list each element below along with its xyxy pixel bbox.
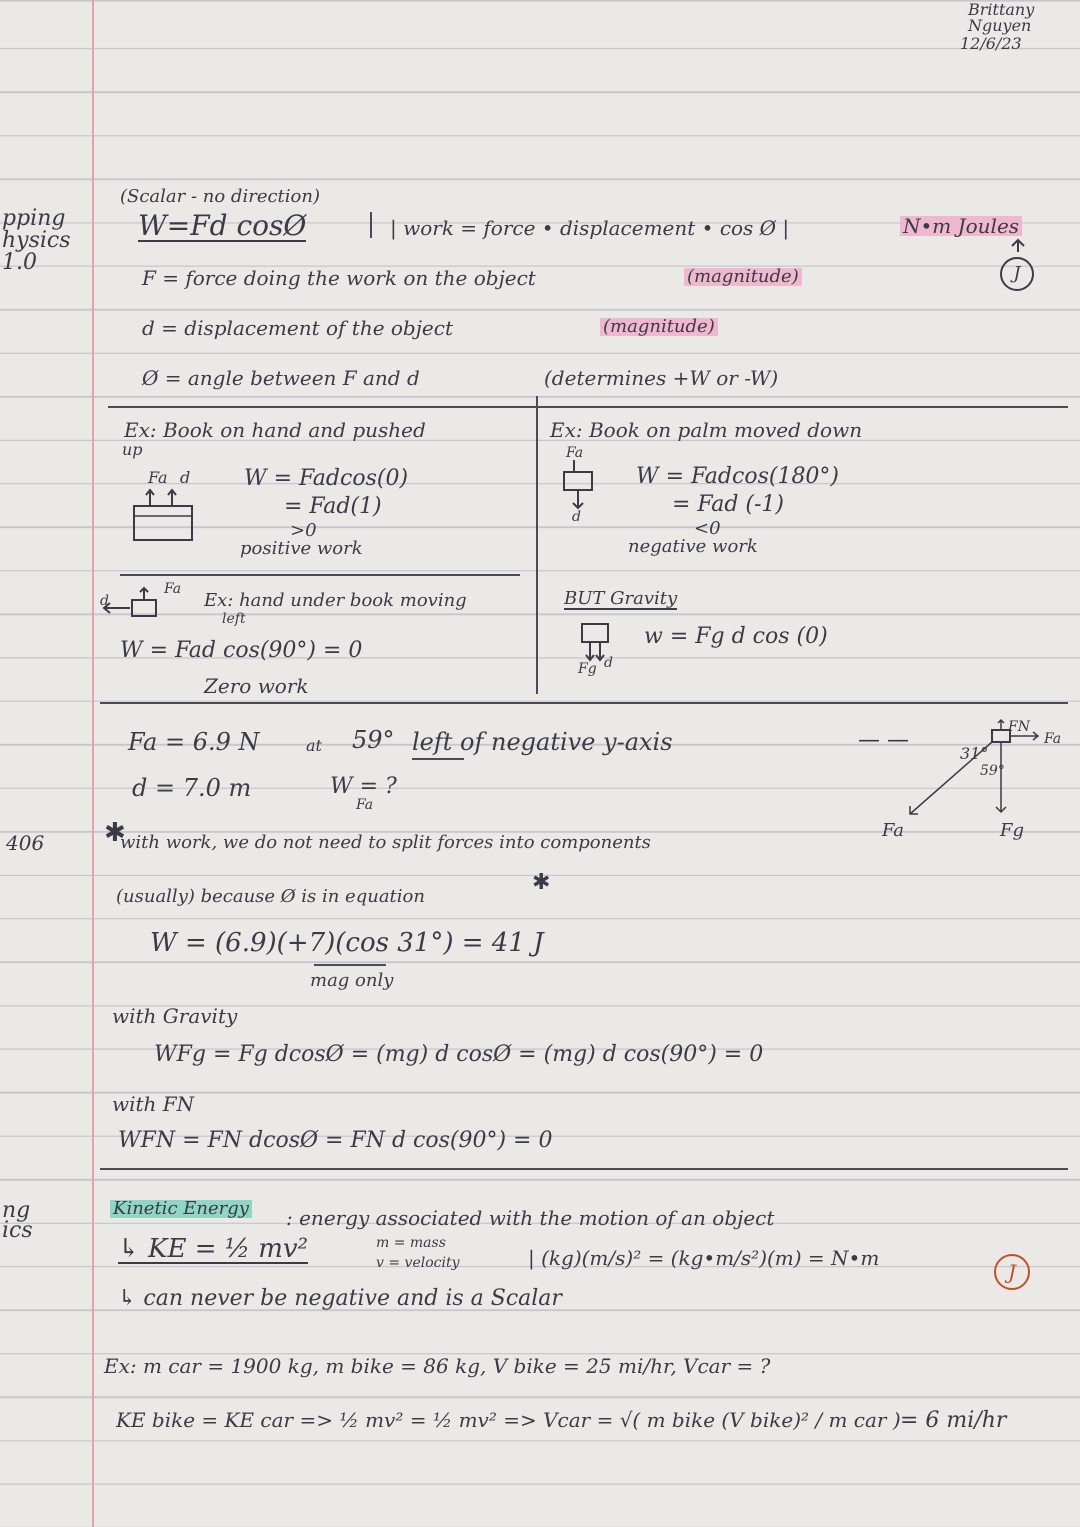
diagram-label-fa-top: Fa [1044,731,1062,747]
def-force: F = force doing the work on the object [142,266,536,290]
unknown-w-sub: Fa [356,797,374,813]
ex1-line-1: W = Fadcos(0) [244,466,409,491]
given-angle: 59° [352,726,395,754]
calc-note: mag only [310,970,394,991]
ke-term: Kinetic Energy [110,1200,252,1218]
author-surname: Nguyen [968,16,1032,35]
ex3-title-2: left [222,611,246,627]
ke-units: | (kg)(m/s)² = (kg•m/s²)(m) = N•m [528,1246,880,1270]
ke-var-velocity: v = velocity [376,1255,460,1271]
margin-line [92,0,94,1527]
def-angle-note: (determines +W or -W) [544,366,779,390]
ex1-title: Ex: Book on hand and pushed [124,418,426,442]
note-because: (usually) because Ø is in equation [116,886,425,907]
dashes: — — [858,728,909,753]
margin-topic-3: 1.0 [2,250,37,275]
given-d: d = 7.0 m [132,774,252,802]
ex4-line-1: w = Fg d cos (0) [644,624,828,649]
scalar-note: (Scalar - no direction) [120,186,320,207]
ex1-title-2: up [122,440,143,459]
ex4-fig-label-d: d [604,655,613,671]
calc-underline [314,964,386,966]
ex1-result: positive work [240,538,363,559]
normal-eq: WFN = FN dcosØ = FN d cos(90°) = 0 [118,1128,553,1153]
ke-var-mass: m = mass [376,1235,446,1251]
section-divider-3 [100,1168,1068,1170]
section-divider [108,406,1068,408]
work-formula-words: | work = force • displacement • cos Ø | [390,216,790,240]
asterisk-icon: ✱ [104,818,126,848]
note-components: with work, we do not need to split forces into components [120,832,651,853]
work-units: N•m Joules [900,216,1022,236]
diagram-label-fa: Fa [882,820,904,841]
calc-work: W = (6.9)(+7)(cos 31°) = 41 J [150,928,544,958]
gravity-eq: WFg = Fg dcosØ = (mg) d cosØ = (mg) d cos(90°) = 0 [154,1042,764,1067]
ex2-title: Ex: Book on palm moved down [550,418,863,442]
ex3-title: Ex: hand under book moving [204,590,467,611]
example-divider-horizontal [120,574,520,576]
diagram-label-fn: FN [1008,719,1030,735]
given-fa: Fa = 6.9 N [128,728,260,756]
diagram-label-31: 31° [960,744,989,763]
margin-topic-2: hysics [2,228,71,253]
underline [412,758,464,760]
margin-topic-1: pping [2,206,66,231]
ex2-result: negative work [628,536,758,557]
ke-formula: ↳ KE = ½ mv² [118,1234,308,1264]
given-angle-desc: left of negative y-axis [412,728,673,756]
ex1-fig-label-d: d [180,468,191,487]
normal-heading: with FN [112,1092,195,1116]
ke-note: ↳ can never be negative and is a Scalar [118,1286,562,1311]
asterisk-icon-2: ✱ [532,870,551,895]
ex4-title: BUT Gravity [564,588,678,609]
ex3-fig-label-d: d [100,593,109,609]
author-name: Brittany [968,0,1035,19]
ex3-line-1: W = Fad cos(90°) = 0 [120,638,363,663]
force-diagram [888,716,1008,846]
diagram-label-fg: Fg [1000,820,1025,841]
def-force-note: (magnitude) [684,268,802,286]
arrow-up-icon [1008,238,1028,252]
ex2-line-3: <0 [694,518,721,539]
divider [370,212,372,238]
date: 12/6/23 [960,34,1022,53]
def-angle: Ø = angle between F and d [142,366,420,390]
margin-note-2: ics [2,1218,33,1243]
diagram-label-59: 59° [980,763,1005,779]
given-at: at [306,736,322,755]
ex2-line-2: = Fad (-1) [672,492,784,517]
unknown-w: W = ? [330,774,397,799]
ex2-line-1: W = Fadcos(180°) [636,464,840,489]
margin-note-1: ng [2,1198,31,1223]
ex5-given: Ex: m car = 1900 kg, m bike = 86 kg, V bike = 25 mi/hr, Vcar = ? [104,1354,771,1378]
ke-definition: : energy associated with the motion of an object [286,1206,775,1230]
margin-page-ref: 406 [6,831,45,855]
ex5-answer: = 6 mi/hr [900,1408,1007,1433]
example-divider-vertical [536,396,538,694]
ex5-eq: KE bike = KE car => ½ mv² = ½ mv² => Vcar = √( m bike (V bike)² / m car ) [116,1408,901,1432]
ex1-line-3: >0 [290,520,317,541]
joule-symbol: J [1000,257,1034,291]
ex1-book-diagram [128,486,198,546]
ex2-fig-label-d: d [572,509,581,525]
section-divider-2 [100,702,1068,704]
gravity-heading: with Gravity [112,1004,238,1028]
ex1-line-2: = Fad(1) [284,494,382,519]
work-formula: W=Fd cosØ [138,209,307,242]
ex4-fig-label-fg: Fg [578,661,597,677]
ex3-result: Zero work [204,674,309,698]
def-displacement: d = displacement of the object [142,316,454,340]
ex2-fig-label-fa: Fa [566,445,584,461]
ke-joule-symbol: J [994,1254,1030,1290]
ex1-fig-label-fa: Fa [148,468,168,487]
def-displacement-note: (magnitude) [600,318,718,336]
ex3-fig-label-fa: Fa [164,581,182,597]
